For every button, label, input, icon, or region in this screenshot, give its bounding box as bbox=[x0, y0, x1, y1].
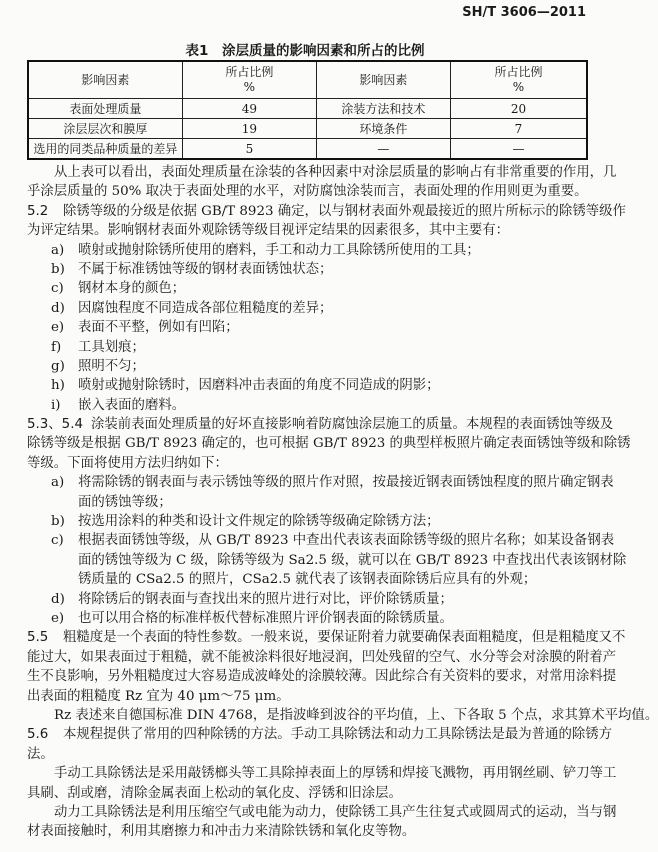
text-line: 不属于标准锈蚀等级的钢材表面锈蚀状态； bbox=[78, 261, 333, 277]
header-ratio-label: 所占比例 bbox=[494, 65, 543, 79]
section-line bbox=[27, 454, 589, 473]
text-line: 照明不匀； bbox=[78, 358, 145, 374]
factor-cell: 表面处理质量 bbox=[28, 99, 182, 119]
text-line: 面的锈蚀等级为 C 级，除锈等级为 Sa2.5 级，就可以在 GB/T 8923 中查找出代表该钢材除 bbox=[78, 552, 627, 568]
section-line bbox=[27, 221, 589, 240]
text-line: 生不良影响，另外粗糙度过大容易造成波峰处的涂膜较薄。因此综合有关资料的要求，对常用涂料提 bbox=[27, 669, 617, 685]
text-line: 面的锈蚀等级； bbox=[78, 494, 172, 510]
list-label: h) bbox=[51, 378, 65, 394]
text-line: 因腐蚀程度不同造成各部位粗糙度的差异； bbox=[78, 300, 333, 316]
list-item-line bbox=[27, 260, 589, 279]
text-line: 工具划痕； bbox=[78, 339, 145, 355]
text-line: 材表面接触时，利用其磨擦力和冲击力来清除铁锈和氧化皮等物。 bbox=[27, 824, 416, 840]
list-item-line bbox=[27, 357, 589, 376]
paragraph-line bbox=[27, 822, 589, 841]
list-item-line bbox=[27, 338, 589, 357]
section-line bbox=[27, 687, 589, 706]
header-factor-right: 影响因素 bbox=[316, 61, 450, 99]
table-header-row bbox=[28, 61, 587, 99]
section-number: 5.6 bbox=[27, 727, 49, 743]
text-line: 乎涂层质量的 50% 取决于表面处理的水平，对防腐蚀涂装而言，表面处理的作用则更为重要。 bbox=[27, 184, 588, 200]
table-row bbox=[28, 99, 587, 119]
text-line: 出表面的粗糙度 Rz 宜为 40 μm～75 μm。 bbox=[27, 688, 290, 704]
text-line: 按选用涂料的种类和设计文件规定的除锈等级确定除锈方法； bbox=[78, 514, 440, 530]
text-line: 嵌入表面的磨料。 bbox=[78, 397, 186, 413]
list-label: b) bbox=[51, 261, 65, 277]
text-line: 涂装前表面处理质量的好坏直接影响着防腐蚀涂层施工的质量。本规程的表面锈蚀等级及 bbox=[91, 417, 614, 433]
list-item-line bbox=[27, 299, 589, 318]
list-label: b) bbox=[51, 514, 65, 530]
text-line: 能过大，如果表面过于粗糙，就不能被涂料很好地浸润，凹处残留的空气、水分等会对涂膜的附着产 bbox=[27, 649, 617, 665]
text-line: Rz 表述来自德国标准 DIN 4768，是指波峰到波谷的平均值，上、下各取 5 个点，求其算术平均值。 bbox=[54, 707, 658, 723]
list-label: d) bbox=[51, 300, 65, 316]
list-item-line bbox=[27, 376, 589, 395]
factor-cell: — bbox=[316, 139, 450, 160]
text-line: 喷射或抛射除锈所使用的磨料，手工和动力工具除锈所使用的工具； bbox=[78, 242, 480, 258]
ratio-cell: 7 bbox=[450, 119, 587, 139]
header-ratio-unit: % bbox=[243, 80, 256, 94]
text-line: 从上表可以看出，表面处理质量在涂装的各种因素中对涂层质量的影响占有非常重要的作用，几 bbox=[54, 165, 617, 180]
text-line: 钢材本身的颜色； bbox=[78, 281, 186, 297]
list-item-line bbox=[27, 318, 589, 337]
standard-code: SH/T 3606—2011 bbox=[462, 5, 586, 20]
list-label: e) bbox=[51, 320, 65, 336]
list-label: i) bbox=[51, 397, 61, 413]
text-line: 除锈等级的分级是依据 GB/T 8923 确定，以与钢材表面外观最接近的照片所标示的除锈等级作 bbox=[63, 203, 626, 219]
header-factor-left: 影响因素 bbox=[28, 61, 182, 99]
text-line: 将除锈后的钢表面与查找出来的照片进行对比，评价除锈质量； bbox=[78, 591, 453, 607]
list-item-line bbox=[27, 473, 614, 492]
list-label: f) bbox=[51, 339, 62, 355]
ratio-cell: 20 bbox=[450, 99, 587, 119]
table-row bbox=[28, 139, 587, 160]
list-label: d) bbox=[51, 591, 65, 607]
text-line: 粗糙度是一个表面的特性参数。一般来说，要保证附着力就要确保表面粗糙度，但是粗糙度又不 bbox=[63, 630, 626, 646]
text-line: 表面不平整，例如有凹陷； bbox=[78, 320, 239, 336]
ratio-cell: 5 bbox=[182, 139, 316, 160]
list-label: a) bbox=[51, 475, 65, 491]
section-number: 5.3、5.4 bbox=[27, 417, 83, 433]
text-line: 喷射或抛射除锈时，因磨料冲击表面的角度不同造成的阴影； bbox=[78, 378, 440, 394]
table-row bbox=[28, 119, 587, 139]
document-body bbox=[27, 163, 658, 842]
text-line: 具刷、刮或磨，清除金属表面上松动的氧化皮、浮锈和旧涂层。 bbox=[27, 785, 402, 801]
list-item-line bbox=[27, 396, 589, 415]
text-line: 也可以用合格的标准样板代替标准照片评价钢表面的除锈质量。 bbox=[78, 610, 453, 626]
text-line: 法。 bbox=[27, 746, 54, 762]
text-line: 根据表面锈蚀等级，从 GB/T 8923 中查出代表该表面除锈等级的照片名称；如某设备钢表 bbox=[78, 533, 615, 549]
header-ratio-left bbox=[182, 61, 316, 99]
ratio-cell: 49 bbox=[182, 99, 316, 119]
section-line bbox=[27, 434, 631, 453]
header-ratio-label: 所占比例 bbox=[225, 65, 274, 79]
text-line: 除锈等级是根据 GB/T 8923 确定的，也可根据 GB/T 8923 的典型样板照片确定表面锈蚀等级和除锈 bbox=[27, 436, 631, 452]
list-item-line bbox=[27, 241, 589, 260]
section-line bbox=[27, 415, 614, 434]
section-line bbox=[27, 667, 617, 686]
list-item-line bbox=[27, 512, 589, 531]
text-line: 锈质量的 CSa2.5 的照片，CSa2.5 就代表了该钢表面除锈后应具有的外观； bbox=[78, 572, 537, 588]
list-item-line bbox=[27, 493, 589, 512]
list-item-line bbox=[27, 531, 615, 550]
text-line: 本规程提供了常用的四种除锈的方法。手动工具除锈法和动力工具除锈法是最为普通的除锈方 bbox=[63, 727, 613, 743]
paragraph-line bbox=[27, 764, 617, 783]
list-item-line bbox=[27, 570, 589, 589]
factor-cell: 环境条件 bbox=[316, 119, 450, 139]
section-line bbox=[27, 202, 626, 221]
list-label: c) bbox=[51, 533, 64, 549]
paragraph-line bbox=[27, 784, 589, 803]
section-line bbox=[27, 648, 617, 667]
factor-cell: 涂层层次和膜厚 bbox=[28, 119, 182, 139]
list-label: g) bbox=[51, 358, 65, 374]
header-ratio-right bbox=[450, 61, 587, 99]
list-item-line bbox=[27, 279, 589, 298]
table-title: 表1 涂层质量的影响因素和所占的比例 bbox=[185, 43, 425, 59]
list-label: e) bbox=[51, 610, 65, 626]
paragraph-line bbox=[27, 803, 617, 822]
header-ratio-unit: % bbox=[512, 80, 525, 94]
text-line: 手动工具除锈法是采用敲锈榔头等工具除掉表面上的厚锈和焊接飞溅物，再用钢丝刷、铲刀等工 bbox=[54, 766, 617, 782]
section-line bbox=[27, 725, 613, 744]
list-label: c) bbox=[51, 281, 64, 297]
section-number: 5.2 bbox=[27, 203, 49, 219]
list-item-line bbox=[27, 551, 627, 570]
text-line: 将需除锈的钢表面与表示锈蚀等级的照片作对照，按最接近钢表面锈蚀程度的照片确定钢表 bbox=[78, 475, 614, 491]
list-label: a) bbox=[51, 242, 65, 258]
factor-cell: 选用的同类品种质量的差异 bbox=[28, 139, 182, 160]
factor-cell: 涂装方法和技术 bbox=[316, 99, 450, 119]
paragraph-line bbox=[27, 706, 658, 725]
ratio-cell: 19 bbox=[182, 119, 316, 139]
paragraph-line bbox=[27, 182, 589, 201]
text-line: 等级。下面将使用方法归纳如下： bbox=[27, 455, 228, 471]
list-item-line bbox=[27, 609, 589, 628]
ratio-cell: — bbox=[450, 139, 587, 160]
text-line: 动力工具除锈法是利用压缩空气或电能为动力，使除锈工具产生往复式或圆周式的运动，当与钢 bbox=[54, 804, 617, 820]
section-line bbox=[27, 628, 626, 647]
factor-table bbox=[27, 60, 588, 160]
list-item-line bbox=[27, 590, 589, 609]
text-line: 为评定结果。影响钢材表面外观除锈等级目视评定结果的因素很多，其中主要有： bbox=[27, 223, 510, 239]
section-line bbox=[27, 745, 589, 764]
paragraph-line bbox=[27, 163, 617, 182]
section-number: 5.5 bbox=[27, 630, 49, 646]
